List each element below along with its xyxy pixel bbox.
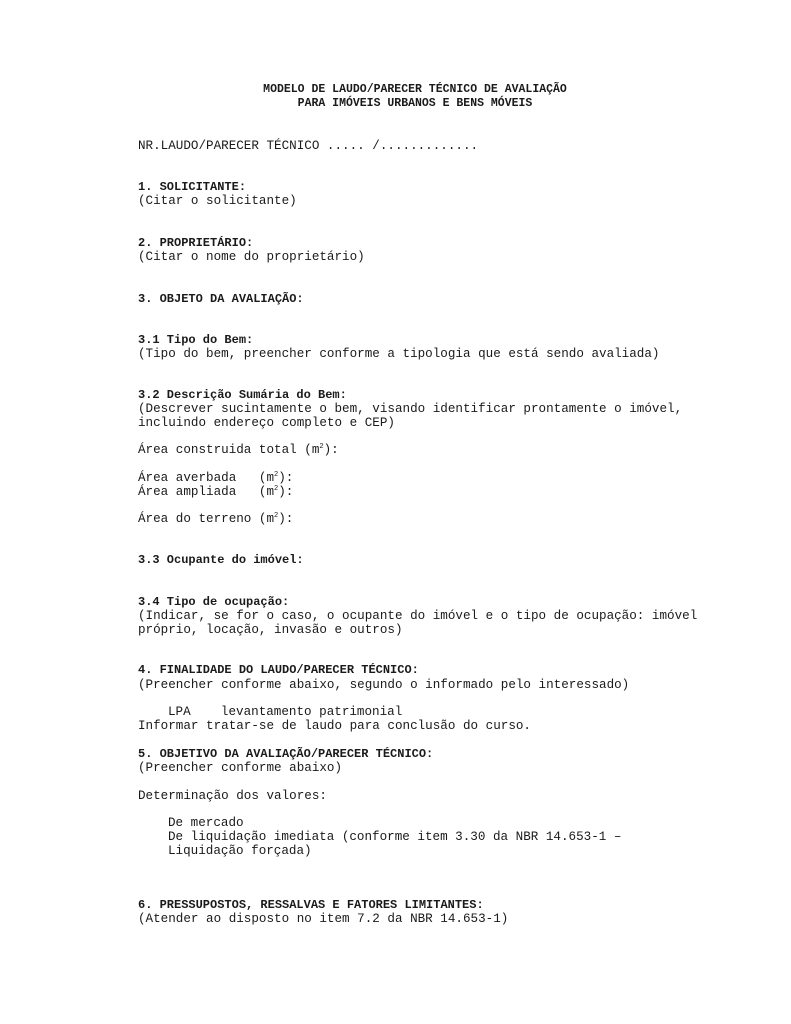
section-5-item-mercado: De mercado	[168, 816, 244, 830]
report-number-line: NR.LAUDO/PARECER TÉCNICO ..... /.............	[138, 139, 479, 153]
section-5-item-liquidacao-line-2: Liquidação forçada)	[168, 844, 312, 858]
section-5-text: (Preencher conforme abaixo)	[138, 761, 343, 775]
section-4-item-lpa: LPA levantamento patrimonial	[168, 705, 403, 719]
section-3-2-text-line-2: incluindo endereço completo e CEP)	[138, 416, 395, 430]
section-3-heading: 3. OBJETO DA AVALIAÇÃO:	[138, 292, 304, 306]
section-3-2-heading: 3.2 Descrição Sumária do Bem:	[138, 388, 347, 402]
section-3-1-text: (Tipo do bem, preencher conforme a tipologia que está sendo avaliada)	[138, 347, 660, 361]
document-title-line-2: PARA IMÓVEIS URBANOS E BENS MÓVEIS	[297, 97, 533, 110]
section-1-text: (Citar o solicitante)	[138, 194, 297, 208]
section-3-1-heading: 3.1 Tipo do Bem:	[138, 333, 254, 347]
section-4-info: Informar tratar-se de laudo para conclusão do curso.	[138, 719, 531, 733]
section-2-text: (Citar o nome do proprietário)	[138, 250, 365, 264]
document-title-line-1: MODELO DE LAUDO/PARECER TÉCNICO DE AVALIAÇÃO	[263, 83, 567, 96]
area-averbada: Área averbada $(m^2)$:	[138, 471, 294, 485]
section-4-text: (Preencher conforme abaixo, segundo o informado pelo interessado)	[138, 678, 630, 692]
section-1-heading: 1. SOLICITANTE:	[138, 180, 247, 194]
section-3-3-heading: 3.3 Ocupante do imóvel:	[138, 553, 304, 567]
area-construida-total: Área construida total $(m^2)$:	[138, 443, 339, 457]
section-5-determinacao: Determinação dos valores:	[138, 789, 327, 803]
section-5-item-liquidacao-line-1: De liquidação imediata (conforme item 3.30 da NBR 14.653-1 –	[168, 830, 622, 844]
section-6-heading: 6. PRESSUPOSTOS, RESSALVAS E FATORES LIMITANTES:	[138, 898, 484, 912]
section-5-heading: 5. OBJETIVO DA AVALIAÇÃO/PARECER TÉCNICO:	[138, 747, 434, 761]
area-ampliada: Área ampliada $(m^2)$:	[138, 485, 294, 499]
section-2-heading: 2. PROPRIETÁRIO:	[138, 236, 254, 250]
section-4-heading: 4. FINALIDADE DO LAUDO/PARECER TÉCNICO:	[138, 663, 419, 677]
section-3-4-text-line-1: (Indicar, se for o caso, o ocupante do imóvel e o tipo de ocupação: imóvel	[138, 609, 698, 623]
section-3-4-heading: 3.4 Tipo de ocupação:	[138, 595, 290, 609]
section-6-text: (Atender ao disposto no item 7.2 da NBR 14.653-1)	[138, 912, 509, 926]
section-3-2-text-line-1: (Descrever sucintamente o bem, visando identificar prontamente o imóvel,	[138, 402, 683, 416]
area-do-terreno: Área do terreno $(m^2)$:	[138, 512, 294, 526]
section-3-4-text-line-2: próprio, locação, invasão e outros)	[138, 623, 403, 637]
